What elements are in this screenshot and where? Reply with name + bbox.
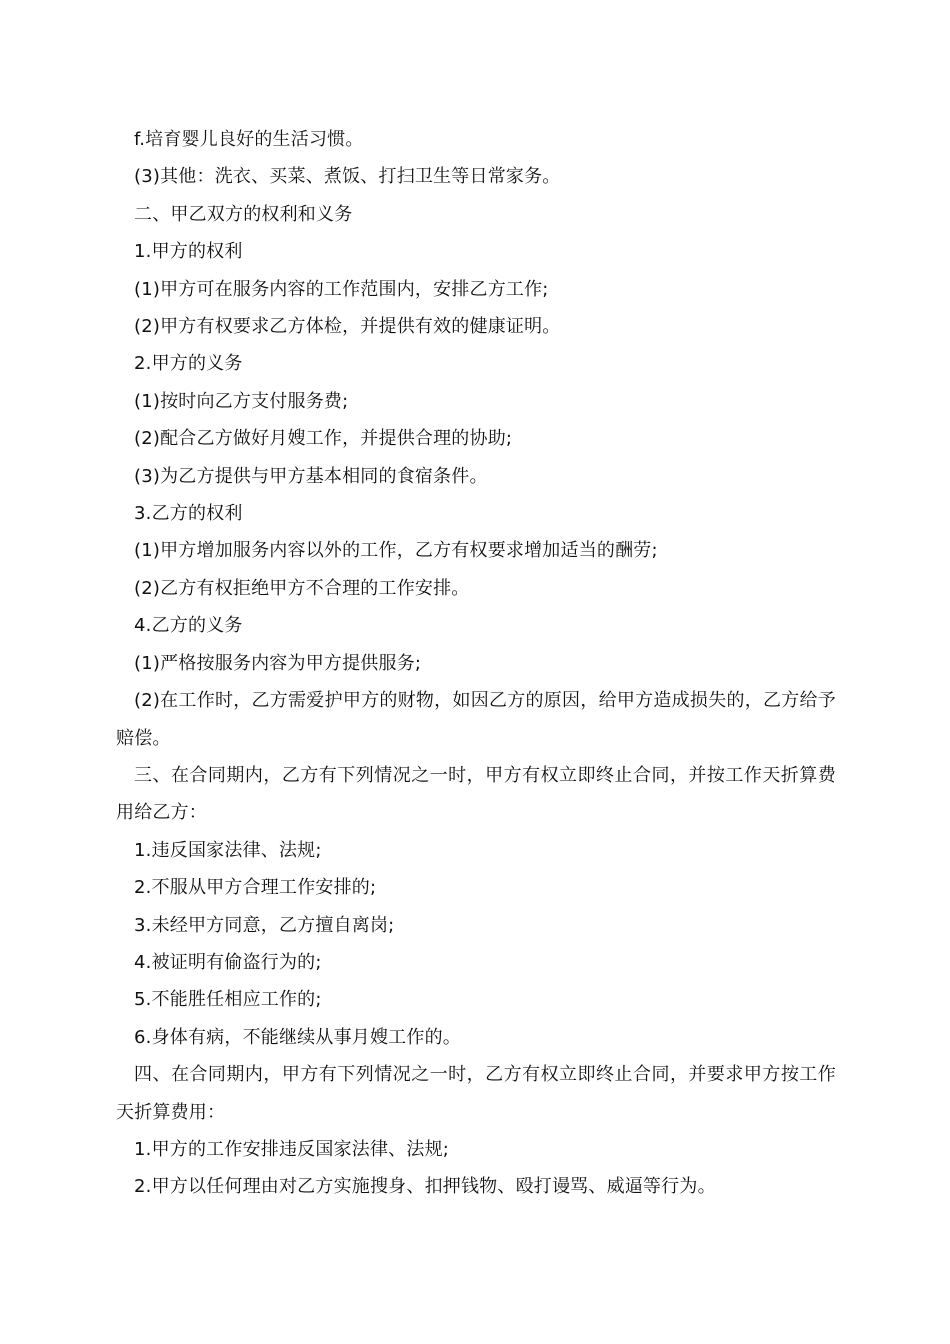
paragraph: (3)为乙方提供与甲方基本相同的食宿条件。 — [134, 465, 488, 487]
paragraph: (2)配合乙方做好月嫂工作，并提供合理的协助; — [134, 428, 513, 450]
subsection-heading: 1.甲方的权利 — [134, 241, 243, 263]
paragraph: (1)按时向乙方支付服务费; — [134, 390, 349, 412]
paragraph: (2)乙方有权拒绝甲方不合理的工作安排。 — [134, 577, 470, 599]
paragraph: (3)其他：洗衣、买菜、煮饭、打扫卫生等日常家务。 — [134, 166, 561, 188]
list-item: 1.违反国家法律、法规; — [134, 839, 322, 861]
section-heading: 三、在合同期内，乙方有下列情况之一时，甲方有权立即终止合同，并按工作天折算费用给乙方： — [116, 764, 836, 824]
paragraph: (2)甲方有权要求乙方体检，并提供有效的健康证明。 — [134, 316, 561, 338]
subsection-heading: 4.乙方的义务 — [134, 615, 243, 637]
list-item: 2.不服从甲方合理工作安排的; — [134, 877, 377, 899]
paragraph: (1)严格按服务内容为甲方提供服务; — [134, 652, 422, 674]
subsection-heading: 2.甲方的义务 — [134, 353, 243, 375]
section-heading: 二、甲乙双方的权利和义务 — [134, 203, 353, 225]
list-item: 5.不能胜任相应工作的; — [134, 989, 322, 1011]
document-body — [116, 121, 836, 1206]
list-item: 2.甲方以任何理由对乙方实施搜身、扣押钱物、殴打谩骂、威逼等行为。 — [134, 1176, 716, 1198]
list-item: 4.被证明有偷盗行为的; — [134, 951, 322, 973]
list-item: 1.甲方的工作安排违反国家法律、法规; — [134, 1138, 450, 1160]
paragraph: (1)甲方增加服务内容以外的工作，乙方有权要求增加适当的酬劳; — [134, 540, 658, 562]
subsection-heading: 3.乙方的权利 — [134, 503, 243, 525]
list-item: 6.身体有病，不能继续从事月嫂工作的。 — [134, 1026, 461, 1048]
paragraph: f.培育婴儿良好的生活习惯。 — [134, 129, 364, 150]
section-heading: 四、在合同期内，甲方有下列情况之一时，乙方有权立即终止合同，并要求甲方按工作天折算费用： — [116, 1064, 836, 1123]
paragraph: (1)甲方可在服务内容的工作范围内，安排乙方工作; — [134, 278, 549, 300]
list-item: 3.未经甲方同意，乙方擅自离岗; — [134, 914, 395, 936]
paragraph: (2)在工作时，乙方需爱护甲方的财物，如因乙方的原因，给甲方造成损失的，乙方给予赔偿。 — [116, 690, 836, 749]
